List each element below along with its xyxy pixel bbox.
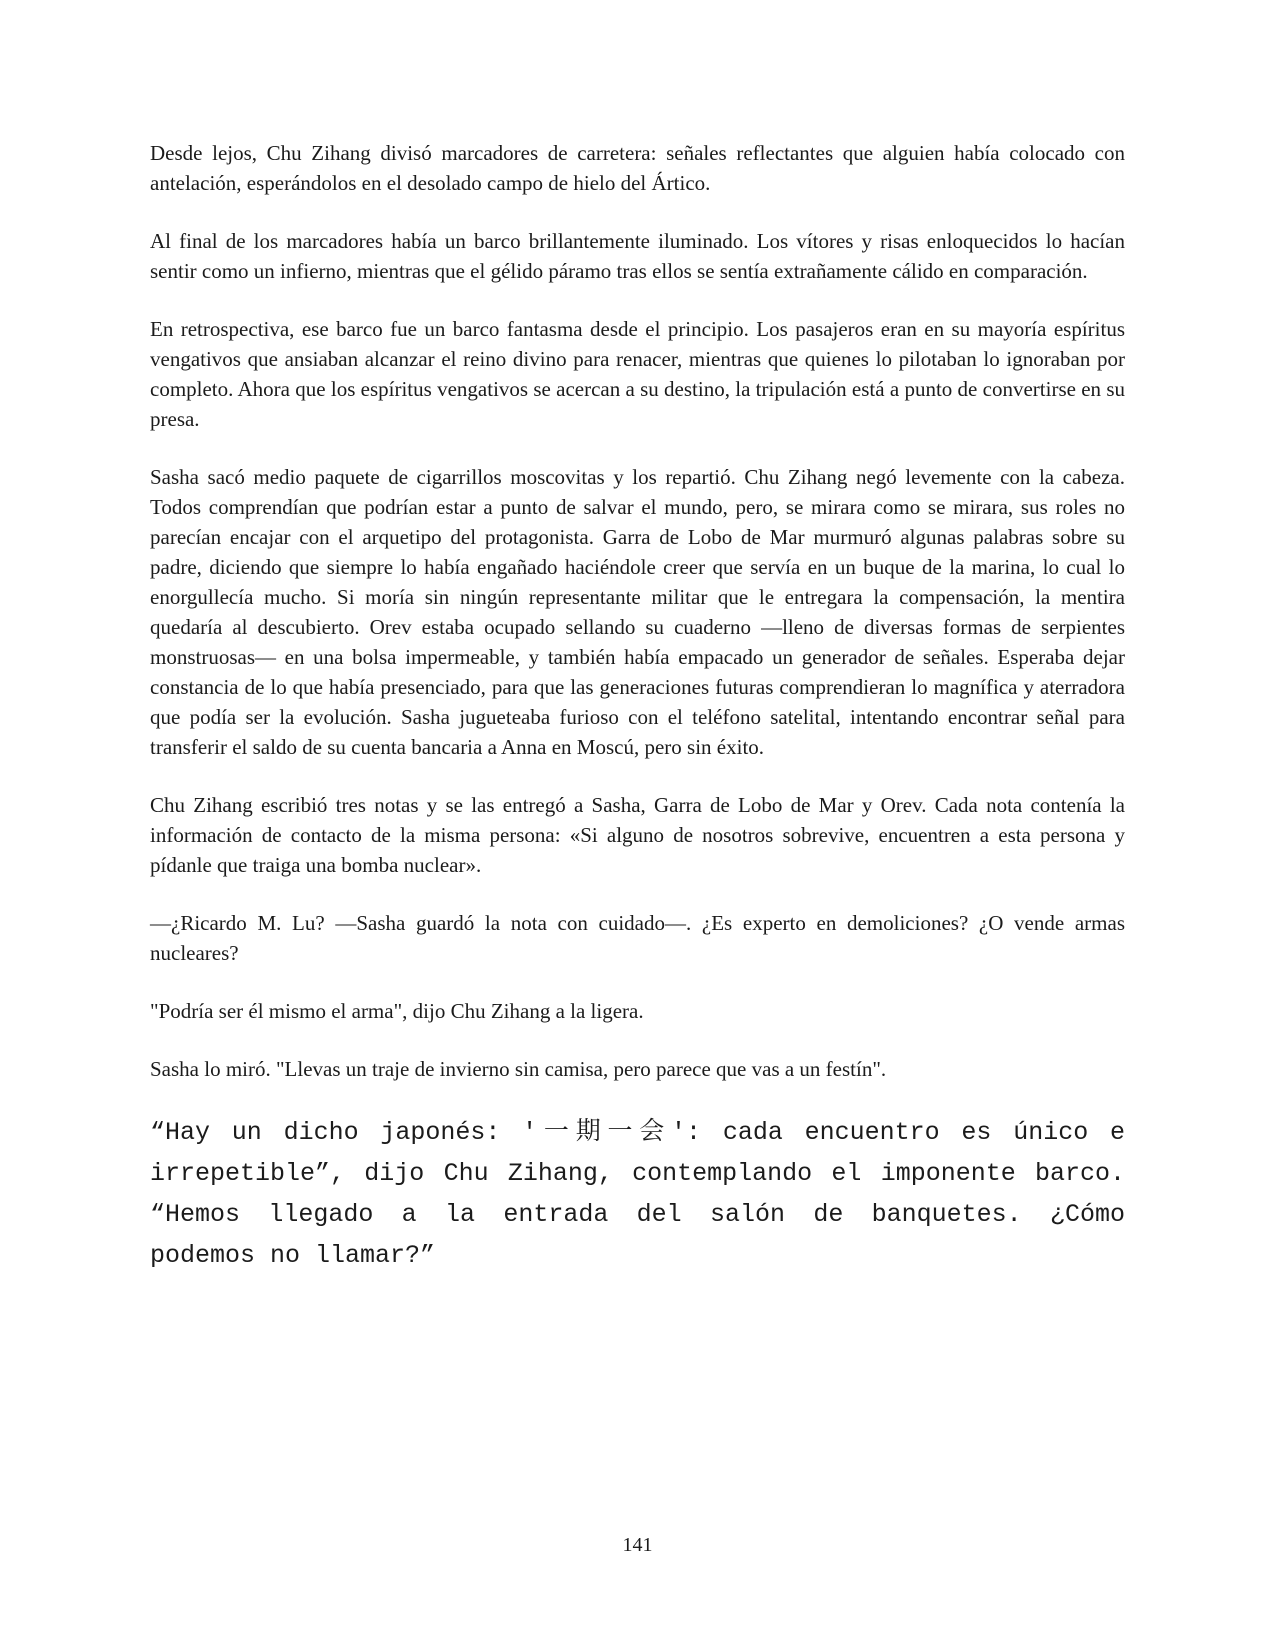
paragraph: Sasha sacó medio paquete de cigarrillos moscovitas y los repartió. Chu Zihang negó levemente con la cabeza. Todos comprendían que podrían estar a punto de salvar el mundo, pero, se mirara como se mirara, sus roles no parecían encajar con el arquetipo del protagonista. Garra de Lobo de Mar murmuró algunas palabras sobre su padre, diciendo que siempre lo había engañado haciéndole creer que servía en un buque de la marina, lo cual lo enorgullecía mucho. Si moría sin ningún representante militar que le entregara la compensación, la mentira quedaría al descubierto. Orev estaba ocupado sellando su cuaderno —lleno de diversas formas de serpientes monstruosas— en una bolsa impermeable, y también había empacado un generador de señales. Esperaba dejar constancia de lo que había presenciado, para que las generaciones futuras comprendieran lo magnífica y aterradora que podía ser la evolución. Sasha jugueteaba furioso con el teléfono satelital, intentando encontrar señal para transferir el saldo de su cuenta bancaria a Anna en Moscú, pero sin éxito. bbox=[150, 465, 1125, 759]
paragraph: Sasha lo miró. "Llevas un traje de invierno sin camisa, pero parece que vas a un festín". bbox=[150, 1057, 887, 1081]
paragraph: —¿Ricardo M. Lu? —Sasha guardó la nota con cuidado—. ¿Es experto en demoliciones? ¿O vende armas nucleares? bbox=[150, 911, 1125, 965]
page-body bbox=[150, 138, 1125, 1304]
paragraph-monospace-quote: “Hay un dicho japonés: '一期一会': cada encuentro es único e irrepetible”, dijo Chu Zihang, contemplando el imponente barco. “Hemos llegado a la entrada del salón de banquetes. ¿Cómo podemos no llamar?” bbox=[150, 1118, 1125, 1270]
paragraph: En retrospectiva, ese barco fue un barco fantasma desde el principio. Los pasajeros eran en su mayoría espíritus vengativos que ansiaban alcanzar el reino divino para renacer, mientras que quienes lo pilotaban lo ignoraban por completo. Ahora que los espíritus vengativos se acercan a su destino, la tripulación está a punto de convertirse en su presa. bbox=[150, 317, 1125, 431]
page-number: 141 bbox=[622, 1534, 653, 1556]
paragraph: "Podría ser él mismo el arma", dijo Chu Zihang a la ligera. bbox=[150, 999, 644, 1023]
paragraph: Desde lejos, Chu Zihang divisó marcadores de carretera: señales reflectantes que alguien había colocado con antelación, esperándolos en el desolado campo de hielo del Ártico. bbox=[150, 141, 1125, 195]
paragraph: Al final de los marcadores había un barco brillantemente iluminado. Los vítores y risas enloquecidos lo hacían sentir como un infierno, mientras que el gélido páramo tras ellos se sentía extrañamente cálido en comparación. bbox=[150, 229, 1125, 283]
paragraph: Chu Zihang escribió tres notas y se las entregó a Sasha, Garra de Lobo de Mar y Orev. Cada nota contenía la información de contacto de la misma persona: «Si alguno de nosotros sobrevive, encuentren a esta persona y pídanle que traiga una bomba nuclear». bbox=[150, 793, 1125, 877]
